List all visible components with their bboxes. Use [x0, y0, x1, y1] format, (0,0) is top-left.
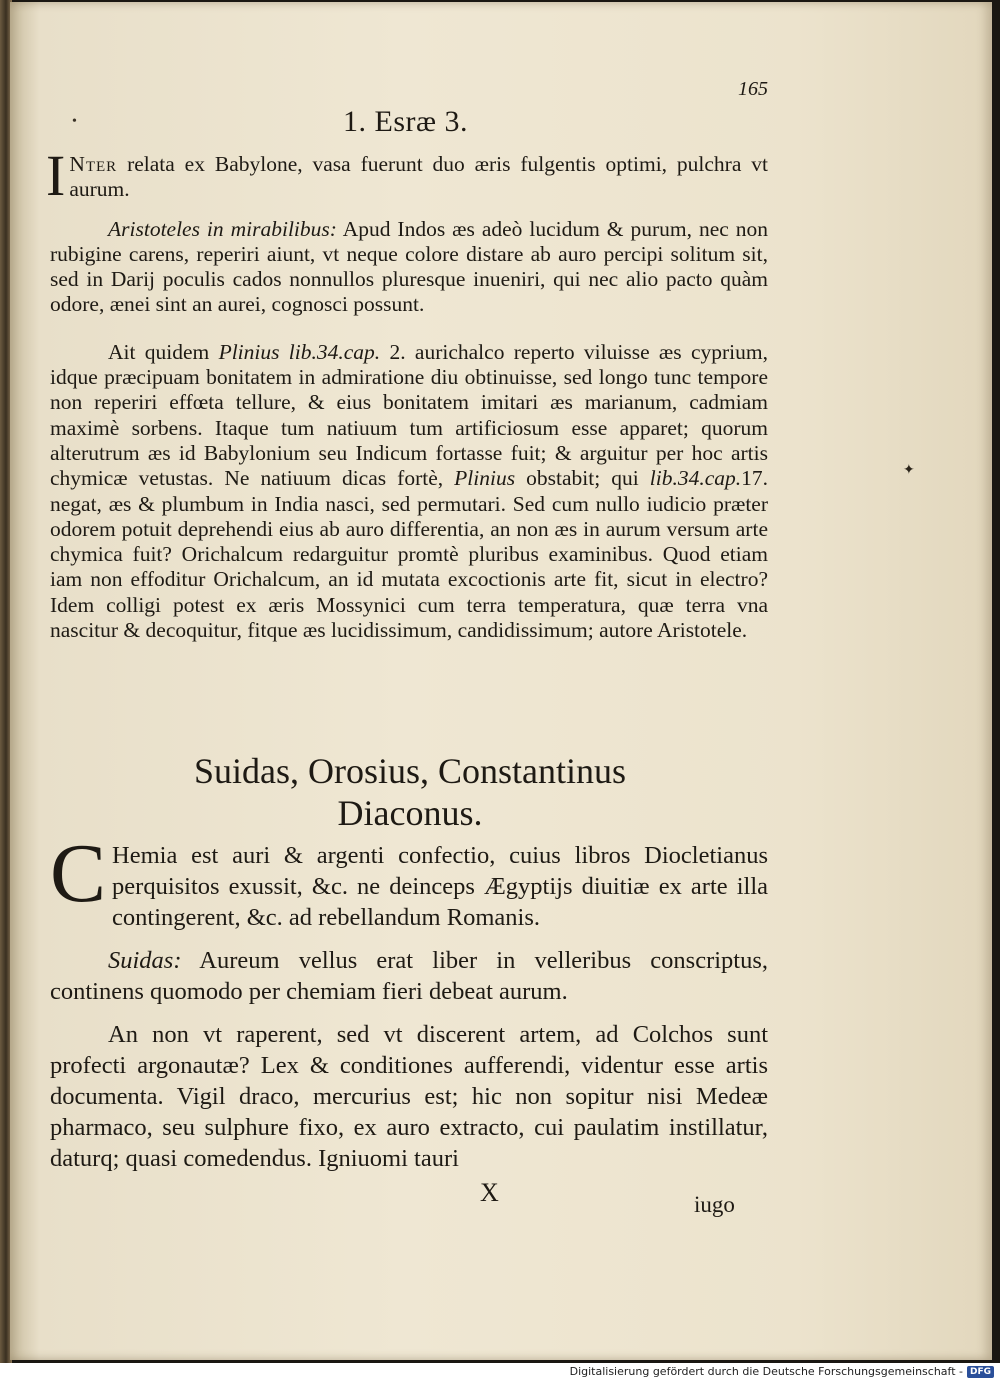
citation-plinius: Plinius	[454, 466, 516, 491]
paragraph-text: Ait quidem	[108, 339, 219, 364]
margin-dot: •	[72, 114, 77, 129]
text-block-bottom	[50, 827, 768, 1174]
initial-letter: C	[50, 827, 107, 920]
paragraph-text: An non vt raperent, sed vt discerent artem, ad Colchos sunt profecti argonautæ? Lex & conditiones aufferendi, videntur esse artis documenta. Vigil draco, mercurius est; hic non sopitur nisi Medeæ pharmaco, seu sulphure fixo, ex auro extracto, cui paulatim instillatur, daturq; quasi comedendus. Igniuomi tauri	[50, 1021, 768, 1172]
paragraph-3	[50, 340, 768, 644]
paragraph-text: obstabit; qui	[515, 466, 650, 491]
paragraph-text: Apud Indos æs adeò lucidum & purum, nec non rubigine carens, reperiri aiunt, vt neque colore distare ab auro percipi solitum sit, sed in Darij poculis cados nonnullos pluresque inueniri, qui nec alio pacto quàm odore, ænei sint an aurei, cognosci possunt.	[50, 216, 768, 317]
paragraph-2	[50, 217, 768, 318]
citation-aristoteles: Aristoteles in mirabilibus:	[108, 216, 337, 241]
paragraph-text: 2. aurichalco reperto viluisse æs cyprium, idque præcipuam bonitatem in admiratione diu obtinuisse, sed longo tunc tempore non reperiri effœta tellure, & eius bonitatem imitari æs marianum, cadmiam maximè sorbens. Itaque tum natiuum tum artificiosum esse apparet; quorum alterutrum æs id Babylonium seu Indicum fortasse fuit; & arguitur per hoc artis chymicæ vetustas. Ne natiuum dicas fortè,	[50, 339, 768, 491]
page-number: 165	[738, 78, 768, 100]
running-head: 1. Esræ 3.	[343, 105, 468, 138]
paragraph-text: 17. negat, æs & plumbum in India nasci, sed permutari. Sed cum nullo iudicio præter odorem potuit deprehendi eius ab auro differentia, an non æs in aurum versum arte chymica fuit? Orichalcum redarguitur promtè pluribus examinibus. Quod etiam iam non effoditur Orichalcum, an id mutata excoctionis arte fit, sicut in electro? Idem colligi potest ex æris Mossynici cum terra temperatura, quæ terra vna nascitur & decoquitur, fitque æs lucidissimum, candidissimum; autore Aristotele.	[50, 466, 768, 643]
signature-mark: X	[480, 1178, 499, 1207]
section-title	[130, 750, 690, 834]
initial-letter: I	[46, 143, 66, 208]
paragraph-1	[46, 143, 768, 208]
paragraph-5	[50, 945, 768, 1007]
paragraph-lead: Nter	[69, 152, 118, 176]
paragraph-text: Aureum vellus erat liber in velleribus conscriptus, continens quomodo per chemiam fieri debeat aurum.	[50, 947, 768, 1005]
citation-suidas: Suidas:	[108, 947, 182, 974]
margin-mark: ✦	[903, 463, 915, 478]
paragraph-6	[50, 1019, 768, 1174]
footer-text: Digitalisierung gefördert durch die Deutsche Forschungsgemeinschaft -	[569, 1365, 963, 1378]
section-title-line: Suidas, Orosius, Constantinus	[193, 751, 627, 791]
text-block-top	[46, 143, 768, 643]
dfg-logo: DFG	[967, 1366, 994, 1378]
book-page	[10, 2, 992, 1360]
catchword: iugo	[694, 1192, 735, 1217]
citation-lib: lib.34.cap.	[649, 466, 742, 491]
section-title-line: Diaconus.	[337, 793, 483, 833]
paragraph-4	[50, 827, 768, 933]
paragraph-text: relata ex Babylone, vasa fuerunt duo æris fulgentis optimi, pulchra vt aurum.	[69, 152, 768, 202]
citation-plinius: Plinius lib.34.cap.	[218, 339, 381, 364]
paragraph-text: Hemia est auri & argenti confectio, cuius libros Diocletianus perquisitos exussit, &c. ne deinceps Ægyptijs diuitiæ ex arte illa contingerent, &c. ad rebellandum Romanis.	[112, 842, 768, 931]
footer-bar	[0, 1363, 1000, 1381]
